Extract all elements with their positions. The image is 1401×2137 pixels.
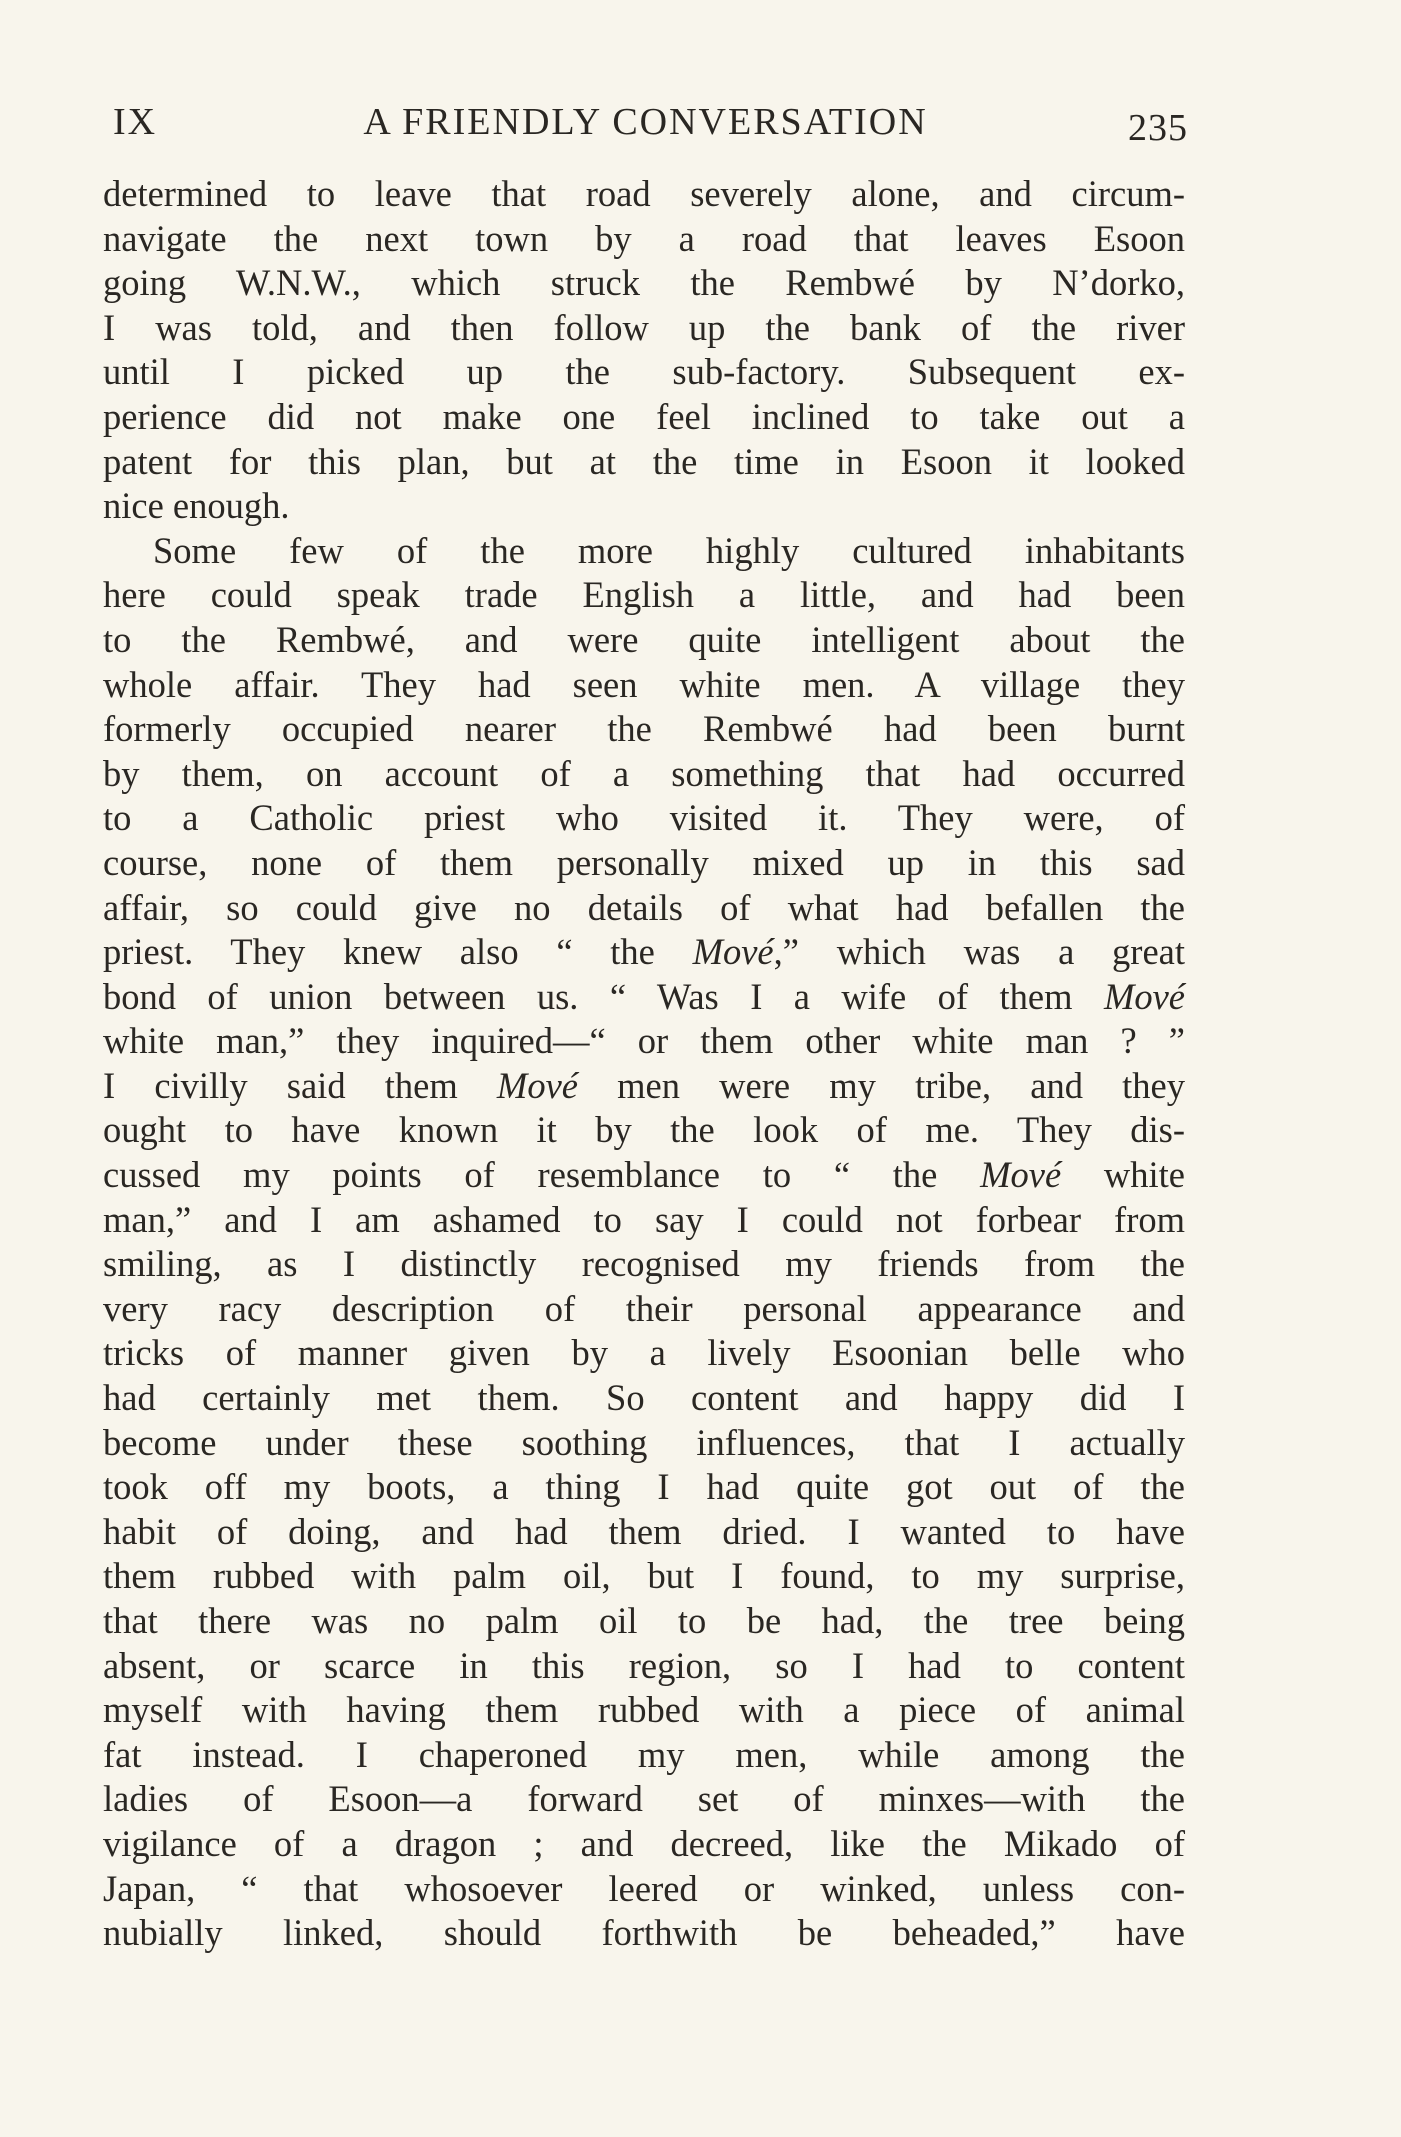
running-head	[103, 100, 1188, 150]
text-line	[103, 975, 1185, 1020]
text-segment: Some few of the more highly cultured inhabitants	[153, 529, 1185, 571]
text-line	[103, 440, 1185, 485]
text-segment: become under these soothing influences, that I actually	[103, 1421, 1185, 1463]
text-segment: nice enough.	[103, 485, 290, 527]
text-segment: perience did not make one feel inclined to take out a	[103, 395, 1185, 437]
text-segment: whole affair. They had seen white men. A village they	[103, 663, 1185, 705]
text-segment: tricks of manner given by a lively Esoonian belle who	[103, 1332, 1185, 1374]
text-line	[103, 886, 1185, 931]
text-line	[103, 707, 1185, 752]
text-line	[103, 261, 1185, 306]
text-line	[103, 618, 1185, 663]
text-line	[103, 1644, 1185, 1689]
text-line	[103, 172, 1185, 217]
text-line	[103, 306, 1185, 351]
text-segment: ought to have known it by the look of me. They dis-	[103, 1109, 1185, 1151]
page-number: 235	[1128, 107, 1188, 149]
text-segment: Japan, “ that whosoever leered or winked, unless con-	[103, 1867, 1185, 1909]
text-segment: habit of doing, and had them dried. I wanted to have	[103, 1510, 1185, 1552]
text-line	[103, 1331, 1185, 1376]
text-line	[103, 1867, 1185, 1912]
text-line	[103, 1287, 1185, 1332]
text-segment: fat instead. I chaperoned my men, while among the	[103, 1733, 1185, 1775]
text-segment: man,” and I am ashamed to say I could not forbear from	[103, 1198, 1185, 1240]
text-line	[103, 1554, 1185, 1599]
text-segment: I was told, and then follow up the bank of the river	[103, 306, 1185, 348]
text-segment: that there was no palm oil to be had, the tree being	[103, 1600, 1185, 1641]
italic-text: Mové	[980, 1154, 1062, 1196]
text-segment: men were my tribe, and they	[577, 1064, 1186, 1106]
text-line	[103, 1510, 1185, 1555]
text-line	[103, 1777, 1185, 1822]
text-line	[103, 350, 1185, 395]
text-segment: determined to leave that road severely alone, and circum-	[103, 173, 1185, 214]
text-line	[103, 1019, 1185, 1064]
text-segment: until I picked up the sub-factory. Subsequent ex-	[103, 351, 1185, 393]
text-segment: by them, on account of a something that had occurred	[103, 752, 1185, 794]
text-line	[103, 573, 1185, 618]
text-segment: to the Rembwé, and were quite intelligent about the	[103, 618, 1185, 660]
text-segment: patent for this plan, but at the time in Esoon it looked	[103, 440, 1185, 482]
text-line	[103, 1911, 1185, 1956]
text-segment: myself with having them rubbed with a piece of animal	[103, 1689, 1185, 1731]
text-segment: white man,” they inquired—“ or them other white man ? ”	[103, 1020, 1185, 1062]
text-segment: nubially linked, should forthwith be beheaded,” have	[103, 1912, 1185, 1954]
text-segment: cussed my points of resemblance to “ the	[103, 1154, 981, 1196]
text-line	[103, 796, 1185, 841]
text-segment: smiling, as I distinctly recognised my friends from the	[103, 1243, 1185, 1285]
text-segment: had certainly met them. So content and happy did I	[103, 1377, 1185, 1419]
text-line	[103, 930, 1185, 975]
text-line	[103, 752, 1185, 797]
text-line	[103, 1108, 1185, 1153]
text-segment: ladies of Esoon—a forward set of minxes—with the	[103, 1778, 1185, 1820]
text-line	[103, 217, 1185, 262]
text-segment: them rubbed with palm oil, but I found, to my surprise,	[103, 1555, 1185, 1597]
text-segment: priest. They knew also “ the	[103, 931, 693, 973]
text-line	[103, 1421, 1185, 1466]
body-text	[103, 172, 1185, 1956]
text-segment: navigate the next town by a road that leaves Esoon	[103, 217, 1185, 259]
text-line	[103, 1688, 1185, 1733]
text-line	[103, 663, 1185, 708]
text-segment: here could speak trade English a little, and had been	[103, 574, 1185, 616]
text-segment: formerly occupied nearer the Rembwé had been burnt	[103, 708, 1185, 750]
text-line	[103, 1465, 1185, 1510]
text-line	[103, 1153, 1185, 1198]
chapter-number: IX	[113, 101, 158, 143]
text-segment: vigilance of a dragon ; and decreed, like the Mikado of	[103, 1822, 1185, 1864]
text-line	[103, 529, 1185, 574]
text-segment: absent, or scarce in this region, so I had to content	[103, 1644, 1185, 1686]
text-segment: affair, so could give no details of what had befallen the	[103, 886, 1185, 928]
text-segment: bond of union between us. “ Was I a wife of them	[103, 975, 1104, 1017]
text-line	[103, 1376, 1185, 1421]
text-segment: I civilly said them	[103, 1064, 497, 1106]
italic-text: Mové	[496, 1064, 578, 1106]
text-line	[103, 1599, 1185, 1644]
running-title: A FRIENDLY CONVERSATION	[363, 101, 928, 143]
text-line	[103, 1822, 1185, 1867]
text-line	[103, 484, 1185, 529]
italic-text: Mové	[692, 931, 774, 973]
text-segment: took off my boots, a thing I had quite got out of the	[103, 1466, 1185, 1508]
text-segment: ,” which was a great	[773, 931, 1185, 973]
text-line	[103, 1242, 1185, 1287]
text-segment: going W.N.W., which struck the Rembwé by N’dorko,	[103, 262, 1185, 304]
text-segment: very racy description of their personal appearance and	[103, 1287, 1185, 1329]
text-line	[103, 1064, 1185, 1109]
text-line	[103, 1733, 1185, 1778]
text-segment: course, none of them personally mixed up in this sad	[103, 841, 1185, 883]
text-line	[103, 1198, 1185, 1243]
text-segment: white	[1061, 1154, 1186, 1196]
italic-text: Mové	[1103, 975, 1185, 1017]
text-segment: to a Catholic priest who visited it. They were, of	[103, 797, 1185, 839]
text-line	[103, 395, 1185, 440]
text-line	[103, 841, 1185, 886]
